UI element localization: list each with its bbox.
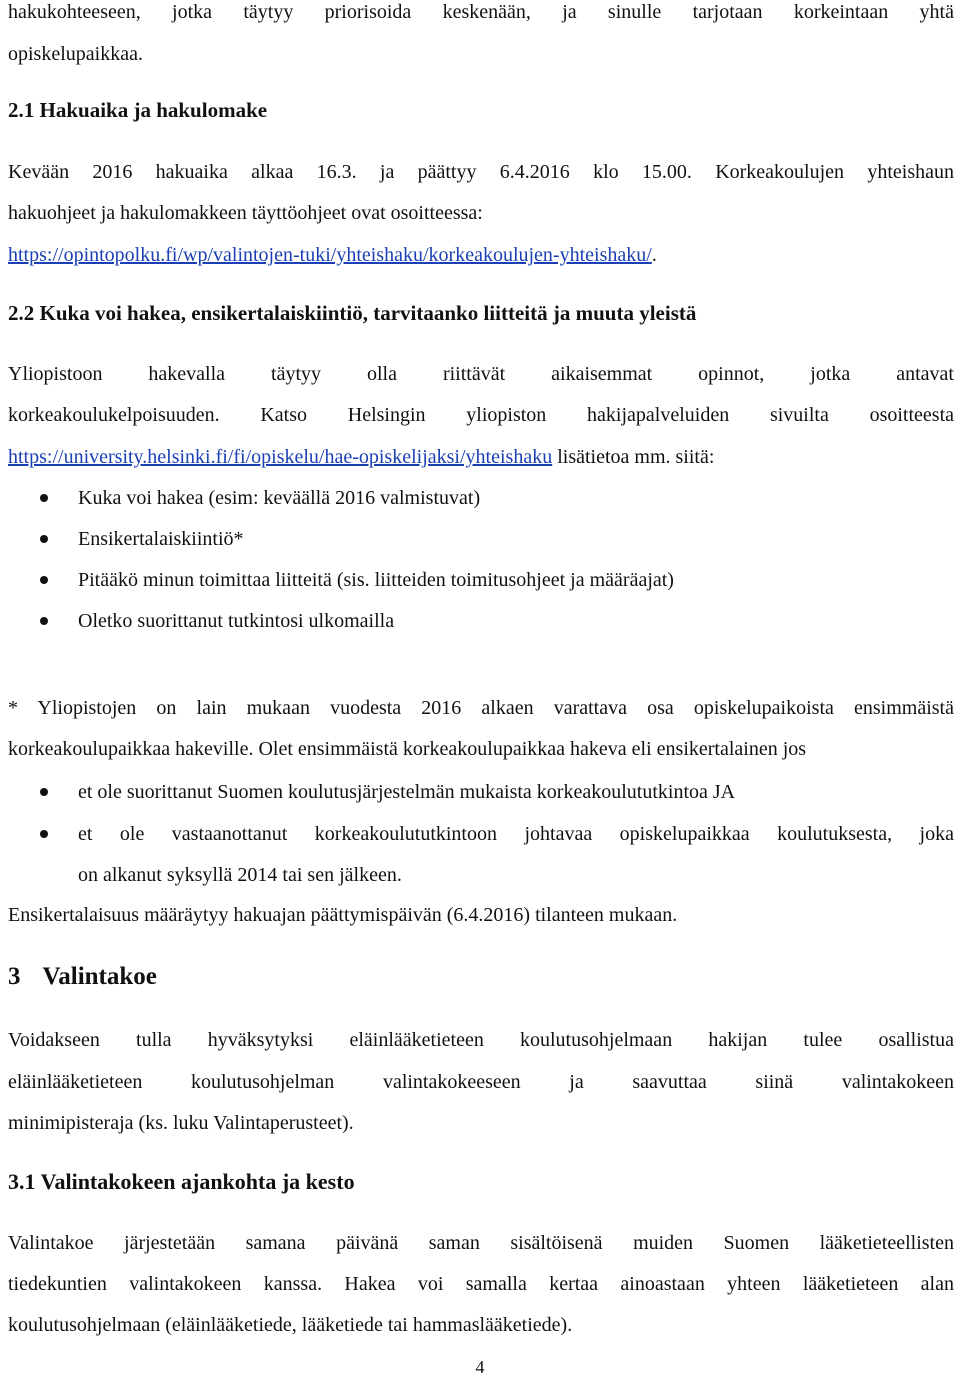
opintopolku-link[interactable]: https://opintopolku.fi/wp/valintojen-tuki/yhteishaku/korkeakoulujen-yhteishaku/ [8,244,652,266]
bullet-icon [40,494,48,502]
paragraph-line: minimipisteraja (ks. luku Valintaperusteet). [8,1112,354,1134]
section-heading-3 [8,963,157,991]
paragraph-line: * Yliopistojen on lain mukaan vuodesta 2016 alkaen varattava osa opiskelupaikoista ensimmäistä [8,697,954,719]
page-number: 4 [475,1357,485,1377]
bullet-icon [40,617,48,625]
section-heading-2-1: 2.1 Hakuaika ja hakulomake [8,98,268,122]
paragraph-line: korkeakoulupaikkaa hakeville. Olet ensimmäistä korkeakoulupaikkaa hakeva eli ensikertalainen jos [8,738,807,760]
paragraph-line: hakuohjeet ja hakulomakkeen täyttöohjeet ovat osoitteessa: [8,202,483,224]
link-trailing-text: lisätietoa mm. siitä: [552,446,715,468]
paragraph-line [8,445,714,469]
paragraph-line: Ensikertalaisuus määräytyy hakuajan päättymispäivän (6.4.2016) tilanteen mukaan. [8,904,678,926]
list-item: Kuka voi hakea (esim: keväällä 2016 valmistuvat) [78,487,481,509]
paragraph-line: eläinlääketieteen koulutusohjelman valintakokeeseen ja saavuttaa siinä valintakokeen [8,1071,954,1093]
paragraph-line: koulutusohjelmaan (eläinlääketiede, lääketiede tai hammaslääketiede). [8,1314,573,1336]
list-item: Ensikertalaiskiintiö* [78,528,244,550]
paragraph-line: Valintakoe järjestetään samana päivänä saman sisältöisenä muiden Suomen lääketieteellisten [8,1232,954,1254]
section-heading-2-2: 2.2 Kuka voi hakea, ensikertalaiskiintiö, tarvitaanko liitteitä ja muuta yleistä [8,301,697,325]
paragraph-line: opiskelupaikkaa. [8,43,143,65]
link-trailing-text: . [651,244,657,266]
list-item-continuation: on alkanut syksyllä 2014 tai sen jälkeen. [78,864,402,886]
paragraph-line: Voidakseen tulla hyväksytyksi eläinlääketieteen koulutusohjelmaan hakijan tulee osallistua [8,1029,954,1051]
paragraph-line [8,243,657,267]
bullet-icon [40,576,48,584]
helsinki-university-link[interactable]: https://university.helsinki.fi/fi/opiskelu/hae-opiskelijaksi/yhteishaku [8,446,553,468]
list-item: et ole vastaanottanut korkeakoulututkintoon johtavaa opiskelupaikkaa koulutuksesta, joka [78,823,954,845]
section-heading-3-1: 3.1 Valintakokeen ajankohta ja kesto [8,1169,355,1194]
bullet-icon [40,535,48,543]
list-item: Pitääkö minun toimittaa liitteitä (sis. liitteiden toimitusohjeet ja määräajat) [78,569,674,591]
bullet-icon [40,788,48,796]
heading-number: 3 [8,963,21,990]
list-item: Oletko suorittanut tutkintosi ulkomailla [78,610,395,632]
paragraph-line: Kevään 2016 hakuaika alkaa 16.3. ja päättyy 6.4.2016 klo 15.00. Korkeakoulujen yhteishaun [8,161,954,183]
heading-text: Valintakoe [42,963,157,990]
list-item: et ole suorittanut Suomen koulutusjärjestelmän mukaista korkeakoulututkintoa JA [78,781,736,803]
paragraph-line: korkeakoulukelpoisuuden. Katso Helsingin yliopiston hakijapalveluiden sivuilta osoitteesta [8,404,954,426]
paragraph-line: tiedekuntien valintakokeen kanssa. Hakea voi samalla kertaa ainoastaan yhteen lääketieteen alan [8,1273,954,1295]
bullet-icon [40,830,48,838]
paragraph-line: hakukohteeseen, jotka täytyy priorisoida keskenään, ja sinulle tarjotaan korkeintaan yhtä [8,1,954,23]
paragraph-line: Yliopistoon hakevalla täytyy olla riittävät aikaisemmat opinnot, jotka antavat [8,363,954,385]
